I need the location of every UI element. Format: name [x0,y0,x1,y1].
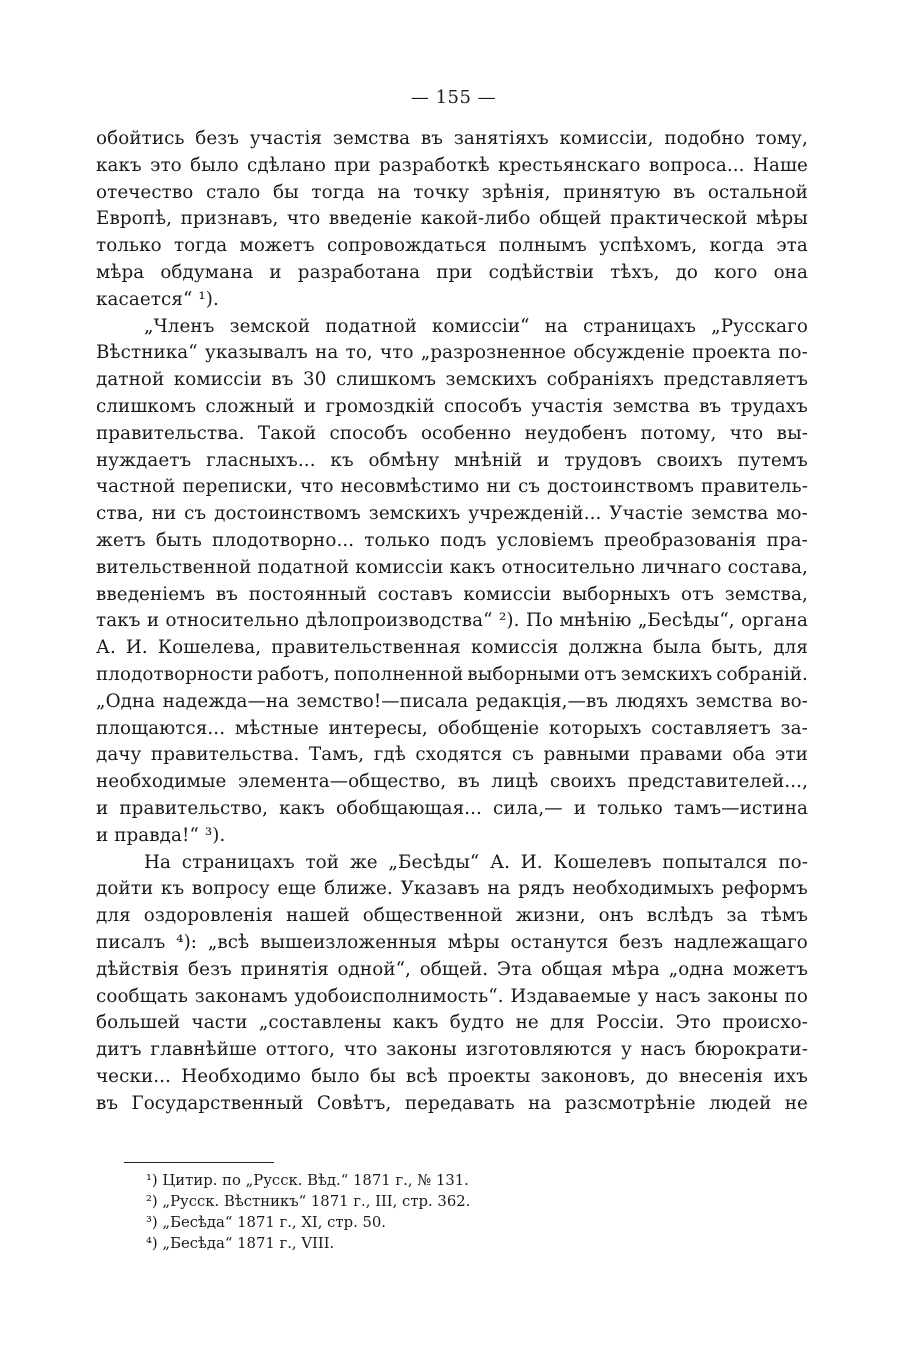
text-line: На страницахъ той же „Бесѣды“ А. И. Кошелевъ попытался по- [144,851,808,873]
text-line: введеніемъ въ постоянный составъ комиссіи выборныхъ отъ земства, [96,583,808,605]
text-line: только тогда можетъ сопровождаться полнымъ успѣхомъ, когда эта [96,235,808,257]
text-line: для оздоровленія нашей общественной жизни, онъ вслѣдъ за тѣмъ [96,905,808,927]
text-line: дойти къ вопросу еще ближе. Указавъ на рядъ необходимыхъ реформъ [96,878,808,900]
text-line: „Одна надежда—на земство!—писала редакція,—въ людяхъ земства во- [96,690,808,712]
text-line: жетъ быть плодотворно... только подъ условіемъ преобразованія пра- [96,529,808,551]
footnotes [146,1170,746,1254]
text-line: мѣра обдумана и разработана при содѣйствіи тѣхъ, до кого она [96,261,808,283]
text-line: правительства. Такой способъ особенно неудобенъ потому, что вы- [96,422,808,444]
text-line: ства, ни съ достоинствомъ земскихъ учрежденій... Участіе земства мо- [96,503,808,525]
text-line: площаются... мѣстные интересы, обобщеніе которыхъ составляетъ за- [96,717,808,739]
page-number: — 155 — [410,87,497,108]
text-line: плодотворности работъ, пополненной выборными отъ земскихъ собраній. [96,663,808,685]
text-line: дитъ главнѣйше оттого, что законы изготовляются у насъ бюрократи- [96,1039,808,1061]
text-line: какъ это было сдѣлано при разработкѣ крестьянскаго вопроса... Наше [96,154,808,176]
text-line: чески... Необходимо было бы всѣ проекты законовъ, до внесенія ихъ [96,1065,808,1087]
text-line: вительственной податной комиссіи какъ относительно личнаго состава, [96,556,808,578]
text-line: и правда!“ ³). [96,824,226,846]
text-line: частной переписки, что несовмѣстимо ни съ достоинствомъ правитель- [96,476,808,498]
body-text [96,126,808,1117]
text-line: такъ и относительно дѣлопроизводства“ ²). По мнѣнію „Бесѣды“, органа [96,610,808,632]
text-line: отечество стало бы тогда на точку зрѣнія, принятую въ остальной [96,181,808,203]
text-line: Вѣстника“ указывалъ на то, что „разрозненное обсужденіе проекта по- [96,342,808,364]
text-line: датной комиссіи въ 30 слишкомъ земскихъ собраніяхъ представляетъ [96,369,808,391]
footnote-1: ¹) Цитир. по „Русск. Вѣд.“ 1871 г., № 131. [146,1172,469,1189]
text-line: слишкомъ сложный и громоздкій способъ участія земства въ трудахъ [96,395,808,417]
text-line: и правительство, какъ обобщающая... сила,— и только тамъ—истина [96,797,808,819]
footnote-3: ³) „Бесѣда“ 1871 г., XI, стр. 50. [146,1214,387,1231]
text-line: касается“ ¹). [96,288,219,310]
text-line: нуждаетъ гласныхъ... къ обмѣну мнѣній и трудовъ своихъ путемъ [96,449,808,471]
text-line: въ Государственный Совѣтъ, передавать на разсмотрѣніе людей не [96,1092,808,1114]
text-line: большей части „составлены какъ будто не для Россіи. Это происхо- [96,1012,808,1034]
text-line: Европѣ, признавъ, что введеніе какой-либо общей практической мѣры [96,208,808,230]
footnote-divider [124,1162,274,1163]
footnote-2: ²) „Русск. Вѣстникъ“ 1871 г., III, стр. 362. [146,1193,471,1210]
text-line: „Членъ земской податной комиссіи“ на страницахъ „Русскаго [144,315,808,337]
text-line: дѣйствія безъ принятія одной“, общей. Эта общая мѣра „одна можетъ [96,958,808,980]
text-line: обойтись безъ участія земства въ занятіяхъ комиссіи, подобно тому, [96,128,808,149]
text-line: сообщать законамъ удобоисполнимость“. Издаваемые у насъ законы по [96,985,808,1007]
footnote-4: ⁴) „Бесѣда“ 1871 г., VIII. [146,1235,335,1252]
text-line: писалъ ⁴): „всѣ вышеизложенныя мѣры останутся безъ надлежащаго [96,931,808,953]
text-line: необходимые элемента—общество, въ лицѣ своихъ представителей..., [96,771,808,793]
text-line: дачу правительства. Тамъ, гдѣ сходятся съ равными правами оба эти [96,744,808,766]
text-line: А. И. Кошелева, правительственная комиссія должна была быть, для [96,637,808,659]
